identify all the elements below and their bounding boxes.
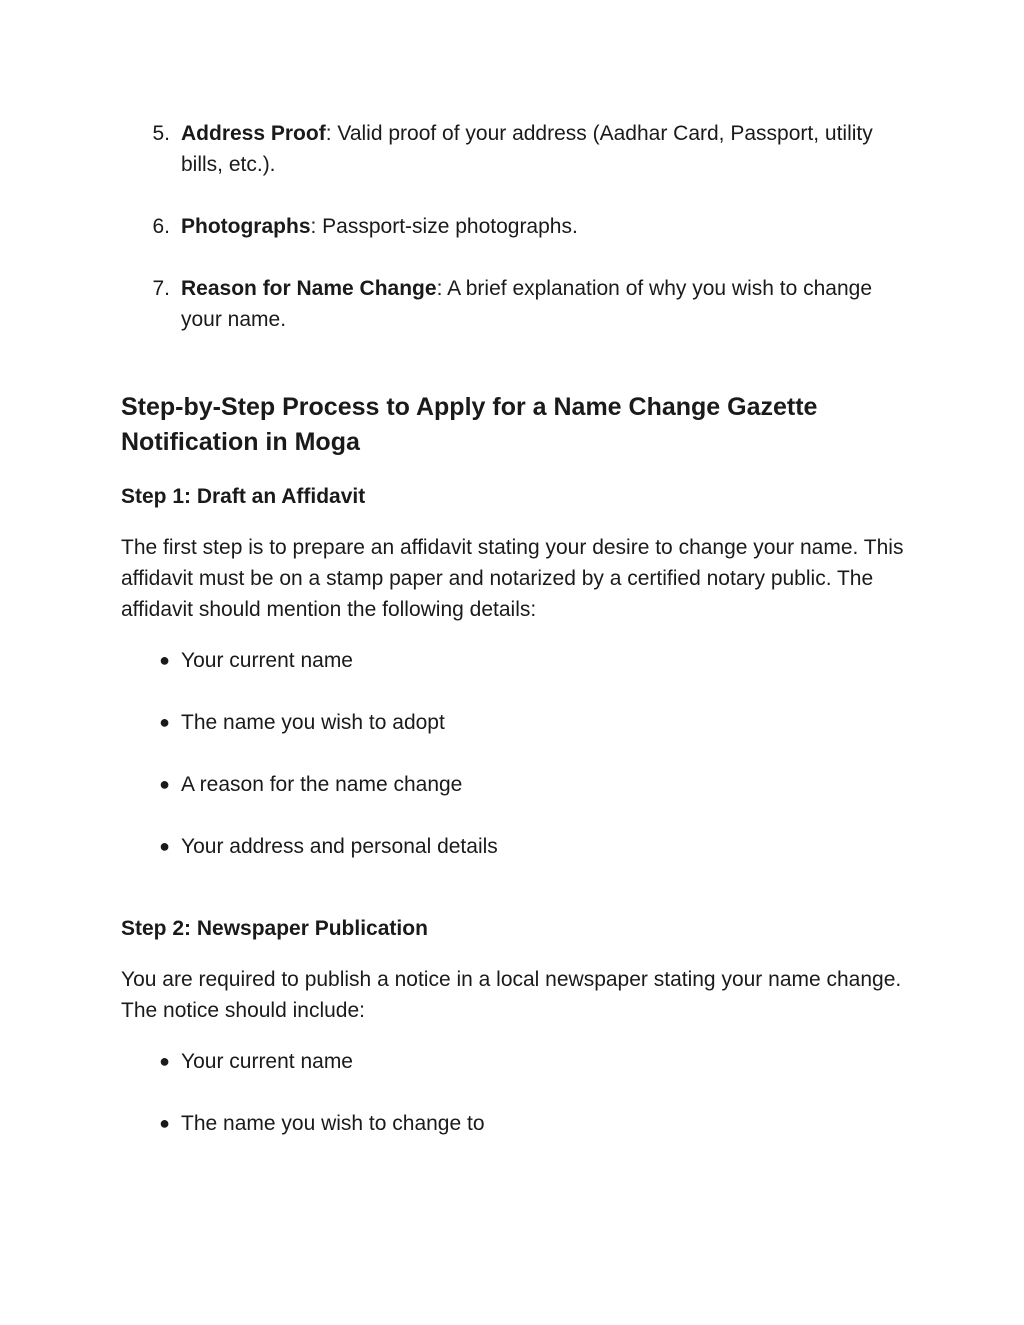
- bullet-glyph: ●: [159, 836, 170, 856]
- step1-paragraph: The first step is to prepare an affidavit stating your desire to change your name. This affidavit must be on a stamp paper and notarized by a certified notary public. The affidavit should mention the following details:: [121, 536, 904, 621]
- bullet-text: A reason for the name change: [181, 773, 463, 796]
- item-term: Reason for Name Change: [181, 277, 437, 300]
- item-term: Photographs: [181, 215, 311, 238]
- bullet-text: The name you wish to adopt: [181, 711, 445, 734]
- bullet-text: The name you wish to change to: [181, 1112, 485, 1135]
- section-heading: Step-by-Step Process to Apply for a Name Change Gazette Notification in Moga: [121, 393, 818, 456]
- item-description: : Passport-size photographs.: [310, 215, 578, 238]
- list-number: 6.: [152, 215, 170, 238]
- item-term: Address Proof: [181, 122, 326, 145]
- bullet-glyph: ●: [159, 774, 170, 794]
- step1-heading: Step 1: Draft an Affidavit: [121, 485, 366, 508]
- list-number: 5.: [152, 122, 170, 145]
- bullet-glyph: ●: [159, 1113, 170, 1133]
- step2-heading: Step 2: Newspaper Publication: [121, 917, 428, 940]
- bullet-glyph: ●: [159, 712, 170, 732]
- list-number: 7.: [152, 277, 170, 300]
- numbered-item-text: [181, 211, 911, 242]
- step2-paragraph: You are required to publish a notice in a local newspaper stating your name change. The notice should include:: [121, 968, 902, 1022]
- bullet-text: Your current name: [181, 649, 353, 672]
- bullet-glyph: ●: [159, 650, 170, 670]
- item-description: : A brief explanation of why you wish to change your name.: [181, 277, 873, 331]
- bullet-text: Your address and personal details: [181, 835, 498, 858]
- numbered-item-text: [181, 273, 911, 335]
- bullet-glyph: ●: [159, 1051, 170, 1071]
- numbered-item-text: [181, 118, 911, 180]
- item-description: : Valid proof of your address (Aadhar Card, Passport, utility bills, etc.).: [181, 122, 873, 176]
- bullet-text: Your current name: [181, 1050, 353, 1073]
